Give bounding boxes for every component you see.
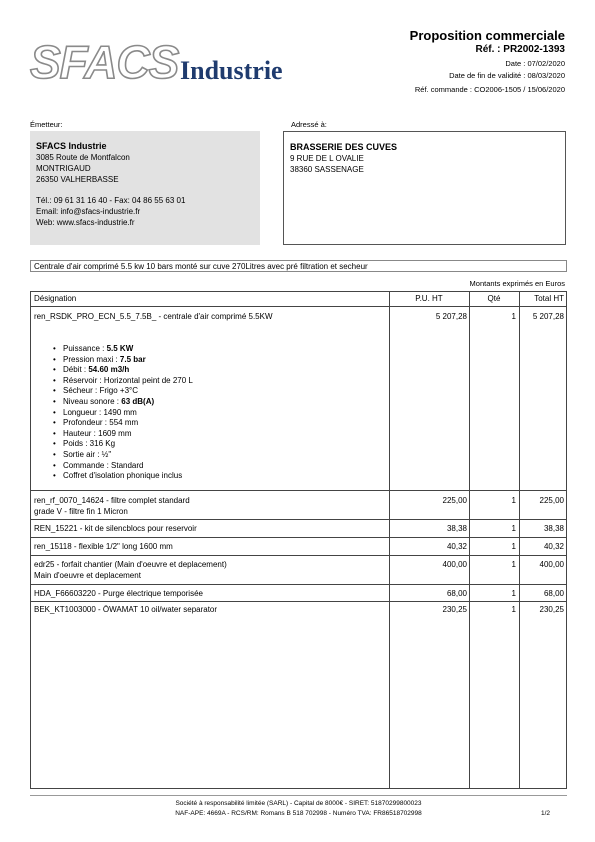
row-quantity: 1 — [511, 605, 516, 614]
emitter-label: Émetteur: — [30, 120, 63, 129]
row-quantity: 1 — [511, 589, 516, 598]
row-designation: ren_rf_0070_14624 - filtre complet standard — [34, 496, 190, 505]
logo-sub-text: Industrie — [180, 56, 283, 85]
spec-item: • Sécheur : Frigo +3°C — [53, 386, 193, 397]
row-total: 5 207,28 — [532, 312, 564, 321]
row-quantity: 1 — [511, 542, 516, 551]
recipient-box — [283, 131, 566, 245]
row-unit-price: 38,38 — [446, 524, 467, 533]
row-quantity: 1 — [511, 496, 516, 505]
row-divider — [31, 555, 566, 556]
emitter-address-line: 3085 Route de Montfalcon — [36, 153, 130, 162]
document-title: Proposition commerciale — [409, 28, 565, 43]
row-designation-detail: Main d'oeuvre et deplacement — [34, 571, 141, 580]
emitter-name: SFACS Industrie — [36, 141, 107, 151]
row-designation: edr25 - forfait chantier (Main d'oeuvre et deplacement) — [34, 560, 227, 569]
spec-item: • Profondeur : 554 mm — [53, 418, 193, 429]
spec-item: • Puissance : 5.5 KW — [53, 344, 193, 355]
spec-item: • Hauteur : 1609 mm — [53, 429, 193, 440]
spec-item: • Sortie air : ½" — [53, 450, 193, 461]
spec-item: • Pression maxi : 7.5 bar — [53, 355, 193, 366]
header-unit-price: P.U. HT — [415, 294, 443, 303]
column-divider — [469, 292, 470, 788]
spec-item: • Longueur : 1490 mm — [53, 408, 193, 419]
proposal-subject: Centrale d'air comprimé 5.5 kw 10 bars monté sur cuve 270Litres avec pré filtration et secheur — [30, 260, 567, 272]
footer-legal-line-2: NAF-APE: 4669A - RCS/RM: Romans B 518 702998 - Numéro TVA: FR86518702998 — [175, 810, 422, 817]
order-ref: Réf. commande : CO2006-1505 / 15/06/2020 — [414, 85, 565, 94]
recipient-content — [290, 142, 397, 175]
recipient-address-line: 9 RUE DE L OVALIE — [290, 154, 364, 163]
recipient-label: Adressé à: — [291, 120, 327, 129]
page-number: 1/2 — [540, 810, 550, 817]
emitter-content — [36, 141, 185, 228]
column-divider — [389, 292, 390, 788]
row-divider — [31, 537, 566, 538]
row-designation-detail: grade V - filtre fin 1 Micron — [34, 507, 128, 516]
spec-item: • Commande : Standard — [53, 461, 193, 472]
spec-item: • Poids : 316 Kg — [53, 439, 193, 450]
row-total: 225,00 — [539, 496, 564, 505]
emitter-phone: Tél.: 09 61 31 16 40 - Fax: 04 86 55 63 01 — [36, 196, 186, 205]
row-total: 38,38 — [543, 524, 564, 533]
row-designation: ren_RSDK_PRO_ECN_5.5_7.5B_ - centrale d'air comprimé 5.5KW — [34, 312, 273, 321]
row-designation: BEK_KT1003000 - ÖWAMAT 10 oil/water separator — [34, 605, 218, 614]
spec-item: • Réservoir : Horizontal peint de 270 L — [53, 376, 193, 387]
currency-note: Montants exprimés en Euros — [469, 279, 565, 288]
footer-divider — [30, 795, 567, 796]
logo-main-text: SFACS — [30, 36, 179, 88]
spec-item: • Niveau sonore : 63 dB(A) — [53, 397, 193, 408]
emitter-box — [30, 131, 260, 245]
row-designation: HDA_F66603220 - Purge électrique temporisée — [34, 589, 203, 598]
company-logo — [30, 34, 320, 90]
table-header — [31, 292, 566, 307]
emitter-address-line: MONTRIGAUD — [36, 164, 91, 173]
row-unit-price: 5 207,28 — [435, 312, 467, 321]
row-total: 230,25 — [539, 605, 564, 614]
row-unit-price: 40,32 — [446, 542, 467, 551]
row-designation: ren_15118 - flexible 1/2" long 1600 mm — [34, 542, 173, 551]
header-designation: Désignation — [34, 294, 77, 303]
row-divider — [31, 519, 566, 520]
row-unit-price: 230,25 — [442, 605, 467, 614]
spec-item: • Débit : 54.60 m3/h — [53, 365, 193, 376]
emitter-web: Web: www.sfacs-industrie.fr — [36, 218, 135, 227]
row-divider — [31, 584, 566, 585]
row-quantity: 1 — [511, 524, 516, 533]
header-total: Total HT — [534, 294, 564, 303]
row-total: 40,32 — [543, 542, 564, 551]
row-total: 68,00 — [543, 589, 564, 598]
header-quantity: Qté — [487, 294, 501, 303]
document-date: Date : 07/02/2020 — [505, 59, 565, 68]
row-quantity: 1 — [511, 312, 516, 321]
row-unit-price: 225,00 — [442, 496, 467, 505]
recipient-name: BRASSERIE DES CUVES — [290, 142, 398, 152]
row-designation: REN_15221 - kit de silencblocs pour reservoir — [34, 524, 197, 533]
emitter-address-line: 26350 VALHERBASSE — [36, 175, 119, 184]
emitter-email: Email: info@sfacs-industrie.fr — [36, 207, 141, 216]
row-divider — [31, 490, 566, 491]
footer-legal-line-1: Société à responsabilité limitée (SARL) - Capital de 8000€ - SIRET: 51870299800023 — [175, 800, 422, 807]
spec-item: • Coffret d'isolation phonique inclus — [53, 471, 193, 482]
row-total: 400,00 — [539, 560, 564, 569]
row-divider — [31, 601, 566, 602]
spec-list — [53, 344, 193, 482]
column-divider — [519, 292, 520, 788]
row-quantity: 1 — [511, 560, 516, 569]
items-table — [30, 291, 567, 789]
validity-date: Date de fin de validité : 08/03/2020 — [449, 71, 565, 80]
row-unit-price: 400,00 — [442, 560, 467, 569]
document-ref: Réf. : PR2002-1393 — [475, 44, 565, 55]
recipient-address-line: 38360 SASSENAGE — [290, 165, 364, 174]
row-unit-price: 68,00 — [446, 589, 467, 598]
